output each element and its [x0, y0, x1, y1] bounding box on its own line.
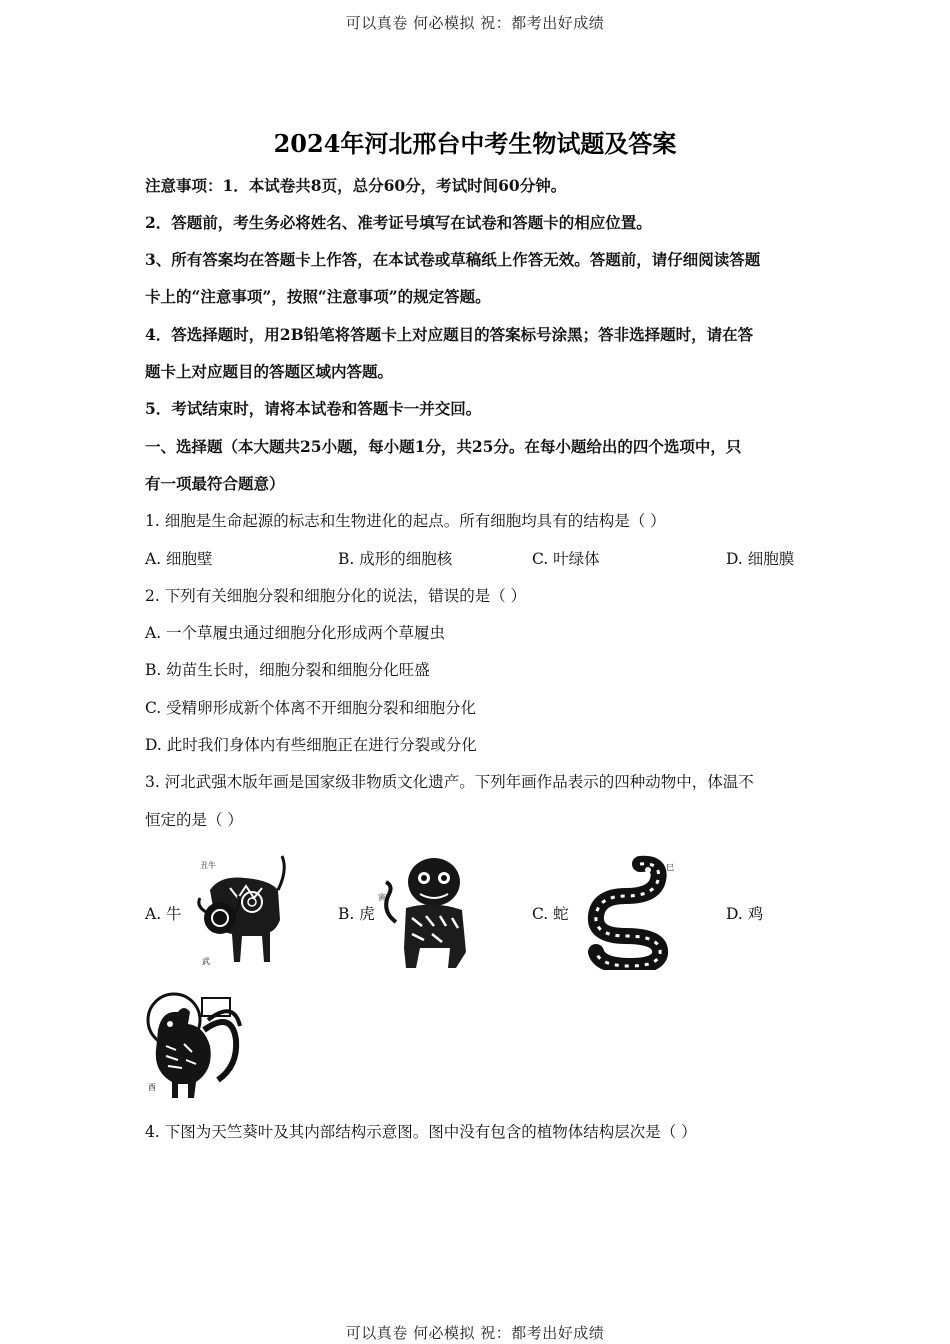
- q2-option-d: D. 此时我们身体内有些细胞正在进行分裂或分化: [145, 736, 477, 754]
- q1-option-b: B. 成形的细胞核: [338, 550, 453, 568]
- q2-option-a: A. 一个草履虫通过细胞分化形成两个草履虫: [145, 624, 446, 642]
- q3-option-b: B. 虎: [338, 905, 375, 923]
- q3-stem-a: 3. 河北武强木版年画是国家级非物质文化遗产。下列年画作品表示的四种动物中，体温不: [145, 773, 754, 791]
- q1-option-a: A. 细胞壁: [145, 550, 213, 568]
- svg-text:寅: 寅: [378, 893, 386, 902]
- q4-stem: 4. 下图为天竺葵叶及其内部结构示意图。图中没有包含的植物体结构层次是（ ）: [145, 1123, 697, 1141]
- q1-stem: 1. 细胞是生命起源的标志和生物进化的起点。所有细胞均具有的结构是（ ）: [145, 512, 666, 530]
- q2-option-b: B. 幼苗生长时，细胞分裂和细胞分化旺盛: [145, 661, 430, 679]
- snake-woodcut-image: [578, 852, 678, 970]
- q3-option-c: C. 蛇: [532, 905, 569, 923]
- ox-woodcut-image: [190, 850, 290, 974]
- q2-stem: 2. 下列有关细胞分裂和细胞分化的说法，错误的是（ ）: [145, 587, 527, 605]
- page-title: 2024年河北邢台中考生物试题及答案: [273, 129, 677, 158]
- notice-line-5: 5．考试结束时，请将本试卷和答题卡一并交回。: [145, 399, 482, 418]
- q3-stem-b: 恒定的是（ ）: [145, 811, 243, 829]
- svg-text:武: 武: [202, 957, 210, 966]
- notice-line-1: 注意事项：1．本试卷共8页，总分60分，考试时间60分钟。: [145, 176, 567, 195]
- svg-text:酉: 酉: [148, 1083, 156, 1092]
- notice-line-2: 2．答题前，考生务必将姓名、准考证号填写在试卷和答题卡的相应位置。: [145, 213, 652, 232]
- page-header: 可以真卷 何必模拟 祝：都考出好成绩: [345, 14, 605, 32]
- notice-line-3a: 3、所有答案均在答题卡上作答，在本试卷或草稿纸上作答无效。答题前，请仔细阅读答题: [145, 250, 761, 269]
- notice-line-4a: 4．答选择题时，用2B铅笔将答题卡上对应题目的答案标号涂黑；答非选择题时，请在答: [145, 325, 754, 344]
- notice-line-3b: 卡上的“注意事项”，按照“注意事项”的规定答题。: [145, 287, 491, 306]
- section-heading-a: 一、选择题（本大题共25小题，每小题1分，共25分。在每小题给出的四个选项中，只: [145, 437, 742, 456]
- section-heading-b: 有一项最符合题意）: [145, 474, 285, 493]
- q1-option-c: C. 叶绿体: [532, 550, 600, 568]
- q2-option-c: C. 受精卵形成新个体离不开细胞分裂和细胞分化: [145, 699, 477, 717]
- q3-option-a: A. 牛: [145, 905, 182, 923]
- svg-text:巳: 巳: [666, 863, 674, 872]
- q3-option-d: D. 鸡: [726, 905, 764, 923]
- page-footer: 可以真卷 何必模拟 祝：都考出好成绩: [345, 1324, 605, 1342]
- rooster-woodcut-image: [144, 990, 244, 1106]
- svg-text:丑牛: 丑牛: [200, 861, 216, 870]
- q1-option-d: D. 细胞膜: [726, 550, 795, 568]
- notice-line-4b: 题卡上对应题目的答题区域内答题。: [145, 362, 394, 381]
- tiger-woodcut-image: [376, 852, 480, 972]
